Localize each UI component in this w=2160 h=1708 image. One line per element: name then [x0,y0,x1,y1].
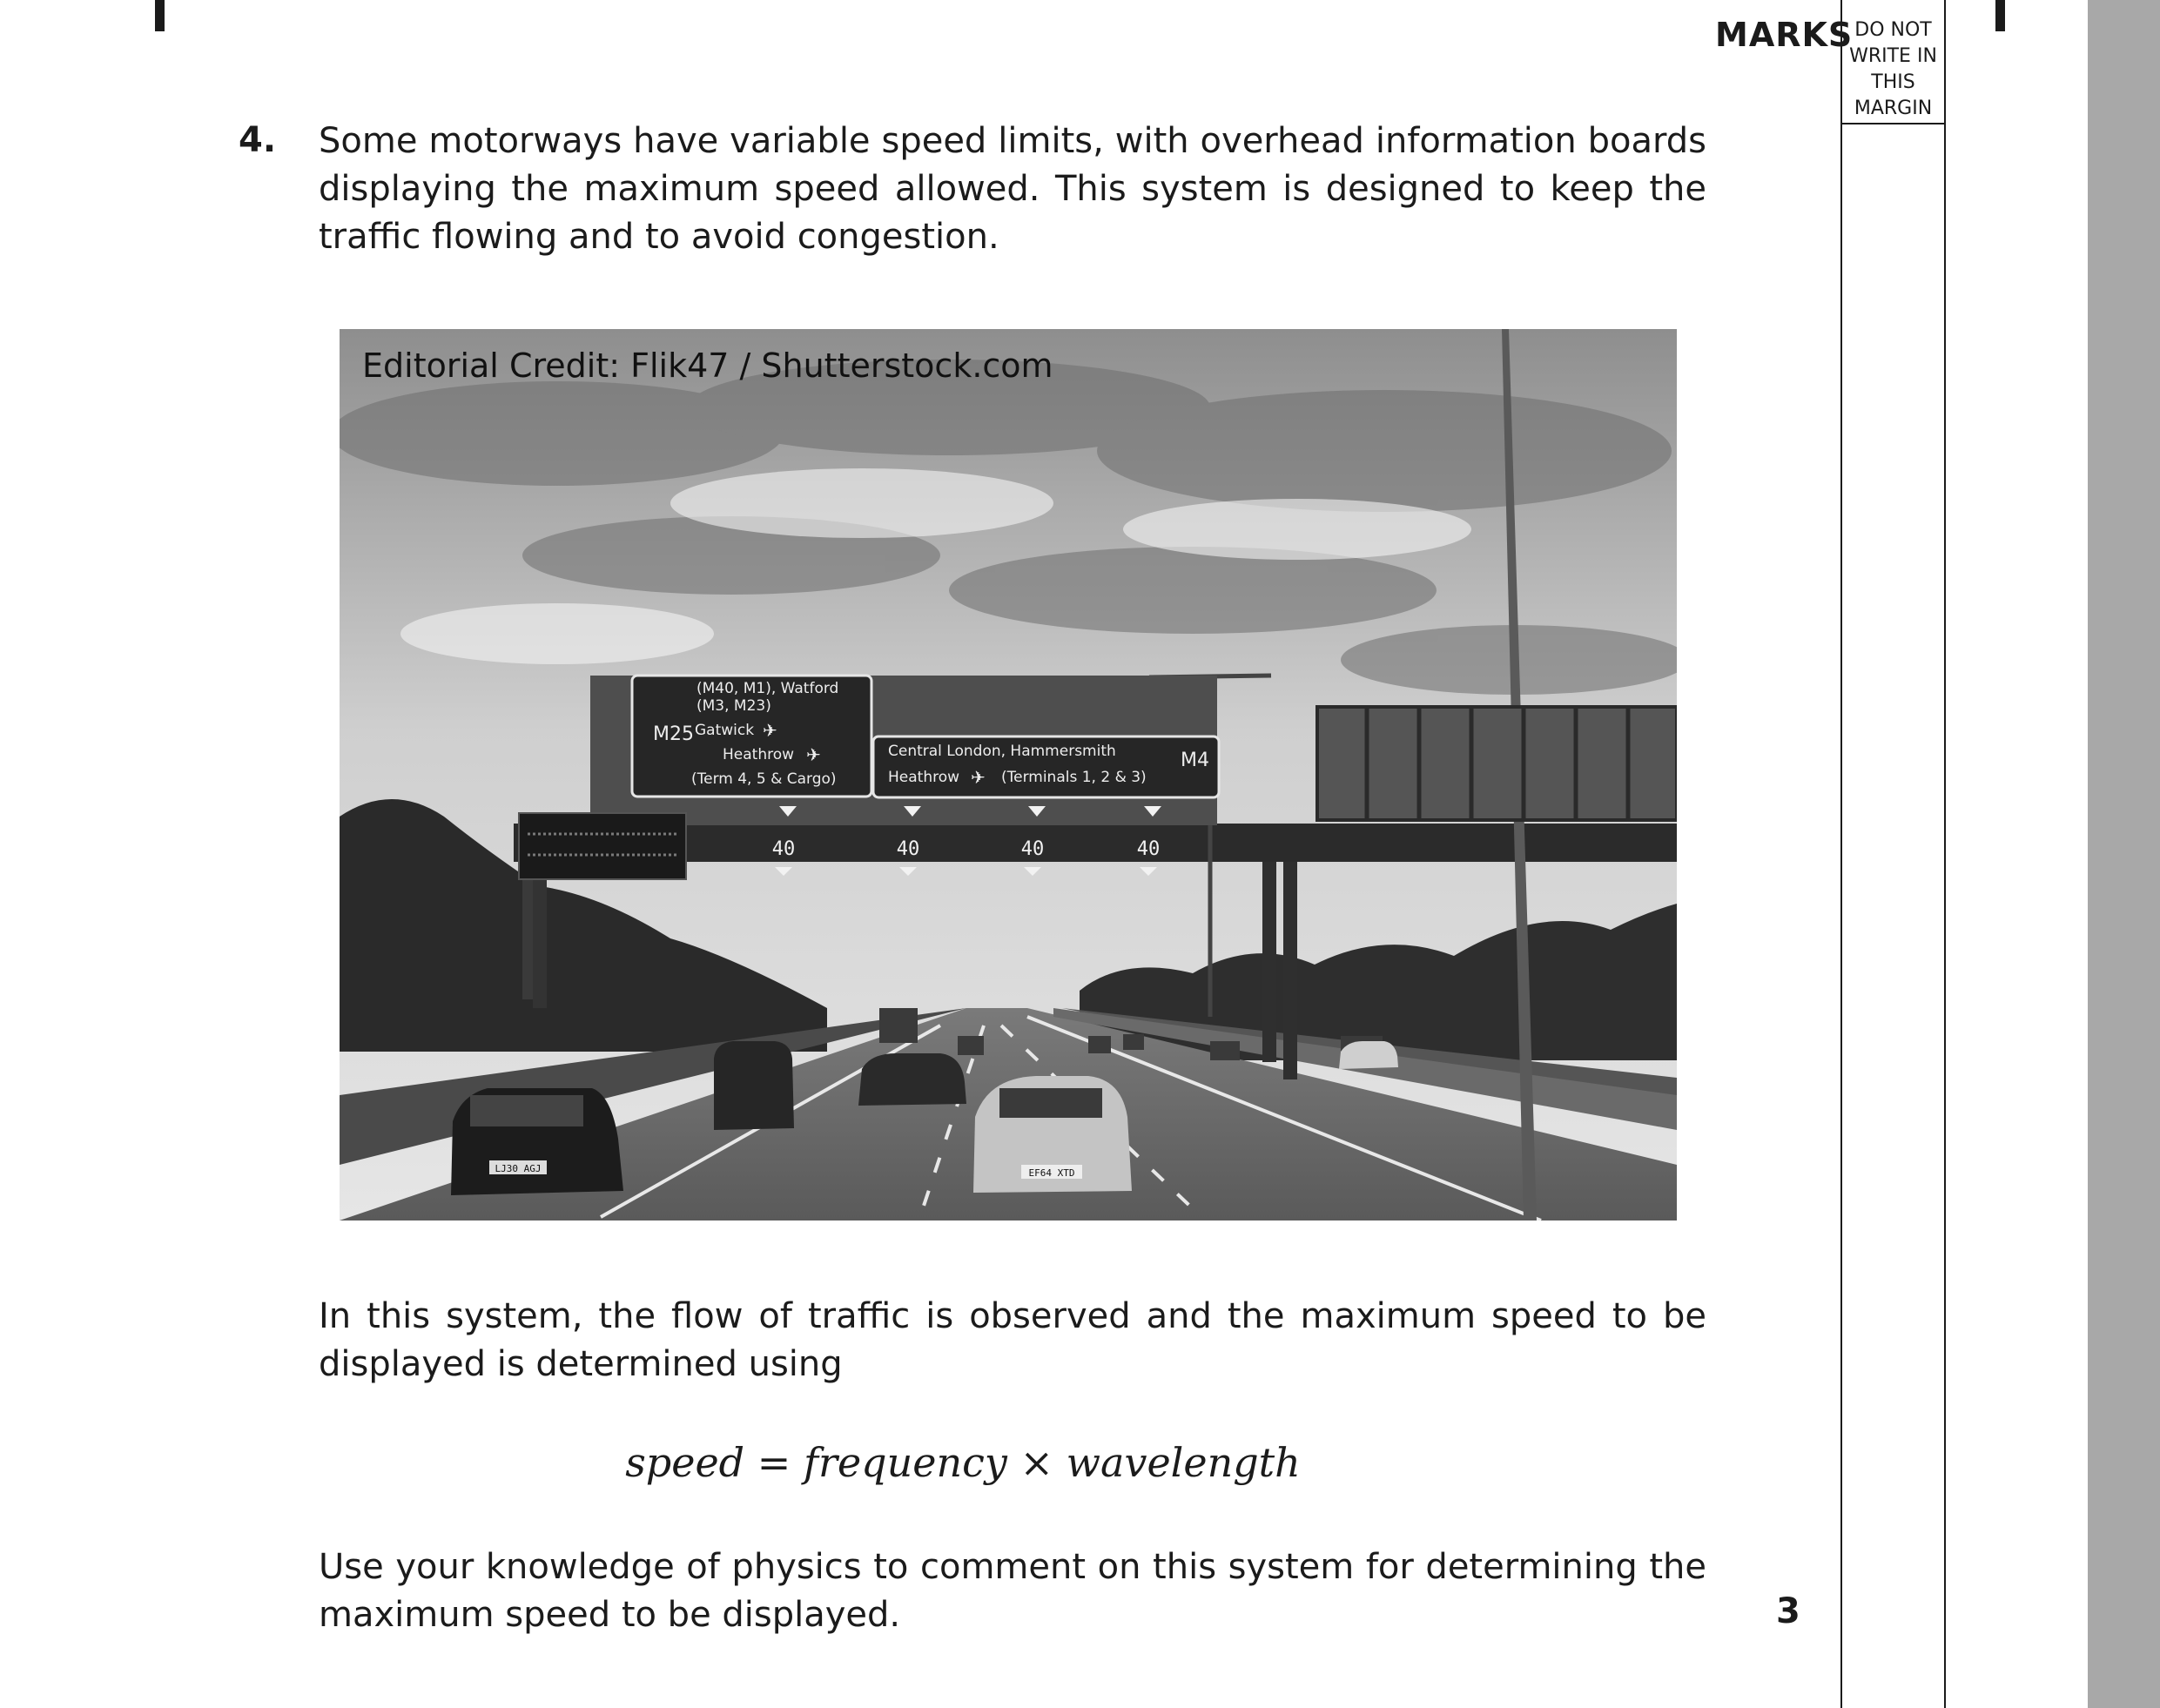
question-prompt: Use your knowledge of physics to comment on this system for determining the maximum speed to be displayed. [319,1547,1706,1635]
question-body: In this system, the flow of traffic is observed and the maximum speed to be displayed is determined using [319,1296,1706,1384]
car-dark-left [451,1088,623,1195]
svg-text:✈: ✈ [806,744,821,765]
speed-signal-4: 40 [1136,838,1161,860]
margin-rule-right [1944,0,1946,1708]
sign-m4-route: M4 [1181,750,1209,771]
corner-mark-right [1995,0,2005,31]
speed-signal-1: 40 [771,838,796,860]
plate-1: LJ30 AGJ [495,1163,542,1174]
car-silver [973,1076,1132,1193]
margin-warning: DO NOT WRITE IN THIS MARGIN [1849,19,1937,119]
formula-speed: speed [625,1439,745,1486]
speed-formula [319,1439,1607,1486]
svg-text:✈: ✈ [763,720,777,741]
margin-header-rule [1840,123,1946,124]
formula-equals: = [757,1439,791,1486]
plate-2: EF64 XTD [1028,1167,1075,1179]
sign-dest-4: Heathrow [723,746,795,763]
formula-wavelength: wavelength [1066,1439,1301,1486]
question-number: 4. [239,120,277,160]
formula-frequency: frequency [803,1439,1007,1486]
sign-dest-7: Heathrow [888,769,960,786]
sign-dest-2: (M3, M23) [696,697,771,715]
sign-dest-8: (Terminals 1, 2 & 3) [1001,769,1147,786]
airport-icon: ✈ [971,767,986,788]
sign-dest-5: (Term 4, 5 & Cargo) [691,770,837,788]
sign-dest-1: (M40, M1), Watford [696,680,839,697]
sign-dest-3: Gatwick [695,722,755,739]
marks-value: 3 [1776,1591,1800,1631]
question-intro: Some motorways have variable speed limits, with overhead information boards displaying the maximum speed allowed. This system is designed to keep the traffic flowing and to avoid congestion. [319,121,1706,257]
formula-times: × [1019,1439,1054,1486]
photo-credit: Editorial Credit: Flik47 / Shutterstock.com [362,346,1053,385]
corner-mark-left [155,0,165,31]
speed-signal-2: 40 [896,838,920,860]
marks-column-heading: MARKS [1715,16,1854,54]
motorway-photo [340,329,1677,1220]
speed-signal-3: 40 [1020,838,1045,860]
margin-rule-left [1840,0,1842,1708]
sign-dest-6: Central London, Hammersmith [888,743,1116,760]
sign-m25-route: M25 [653,723,694,745]
page-edge-strip [2088,0,2160,1708]
